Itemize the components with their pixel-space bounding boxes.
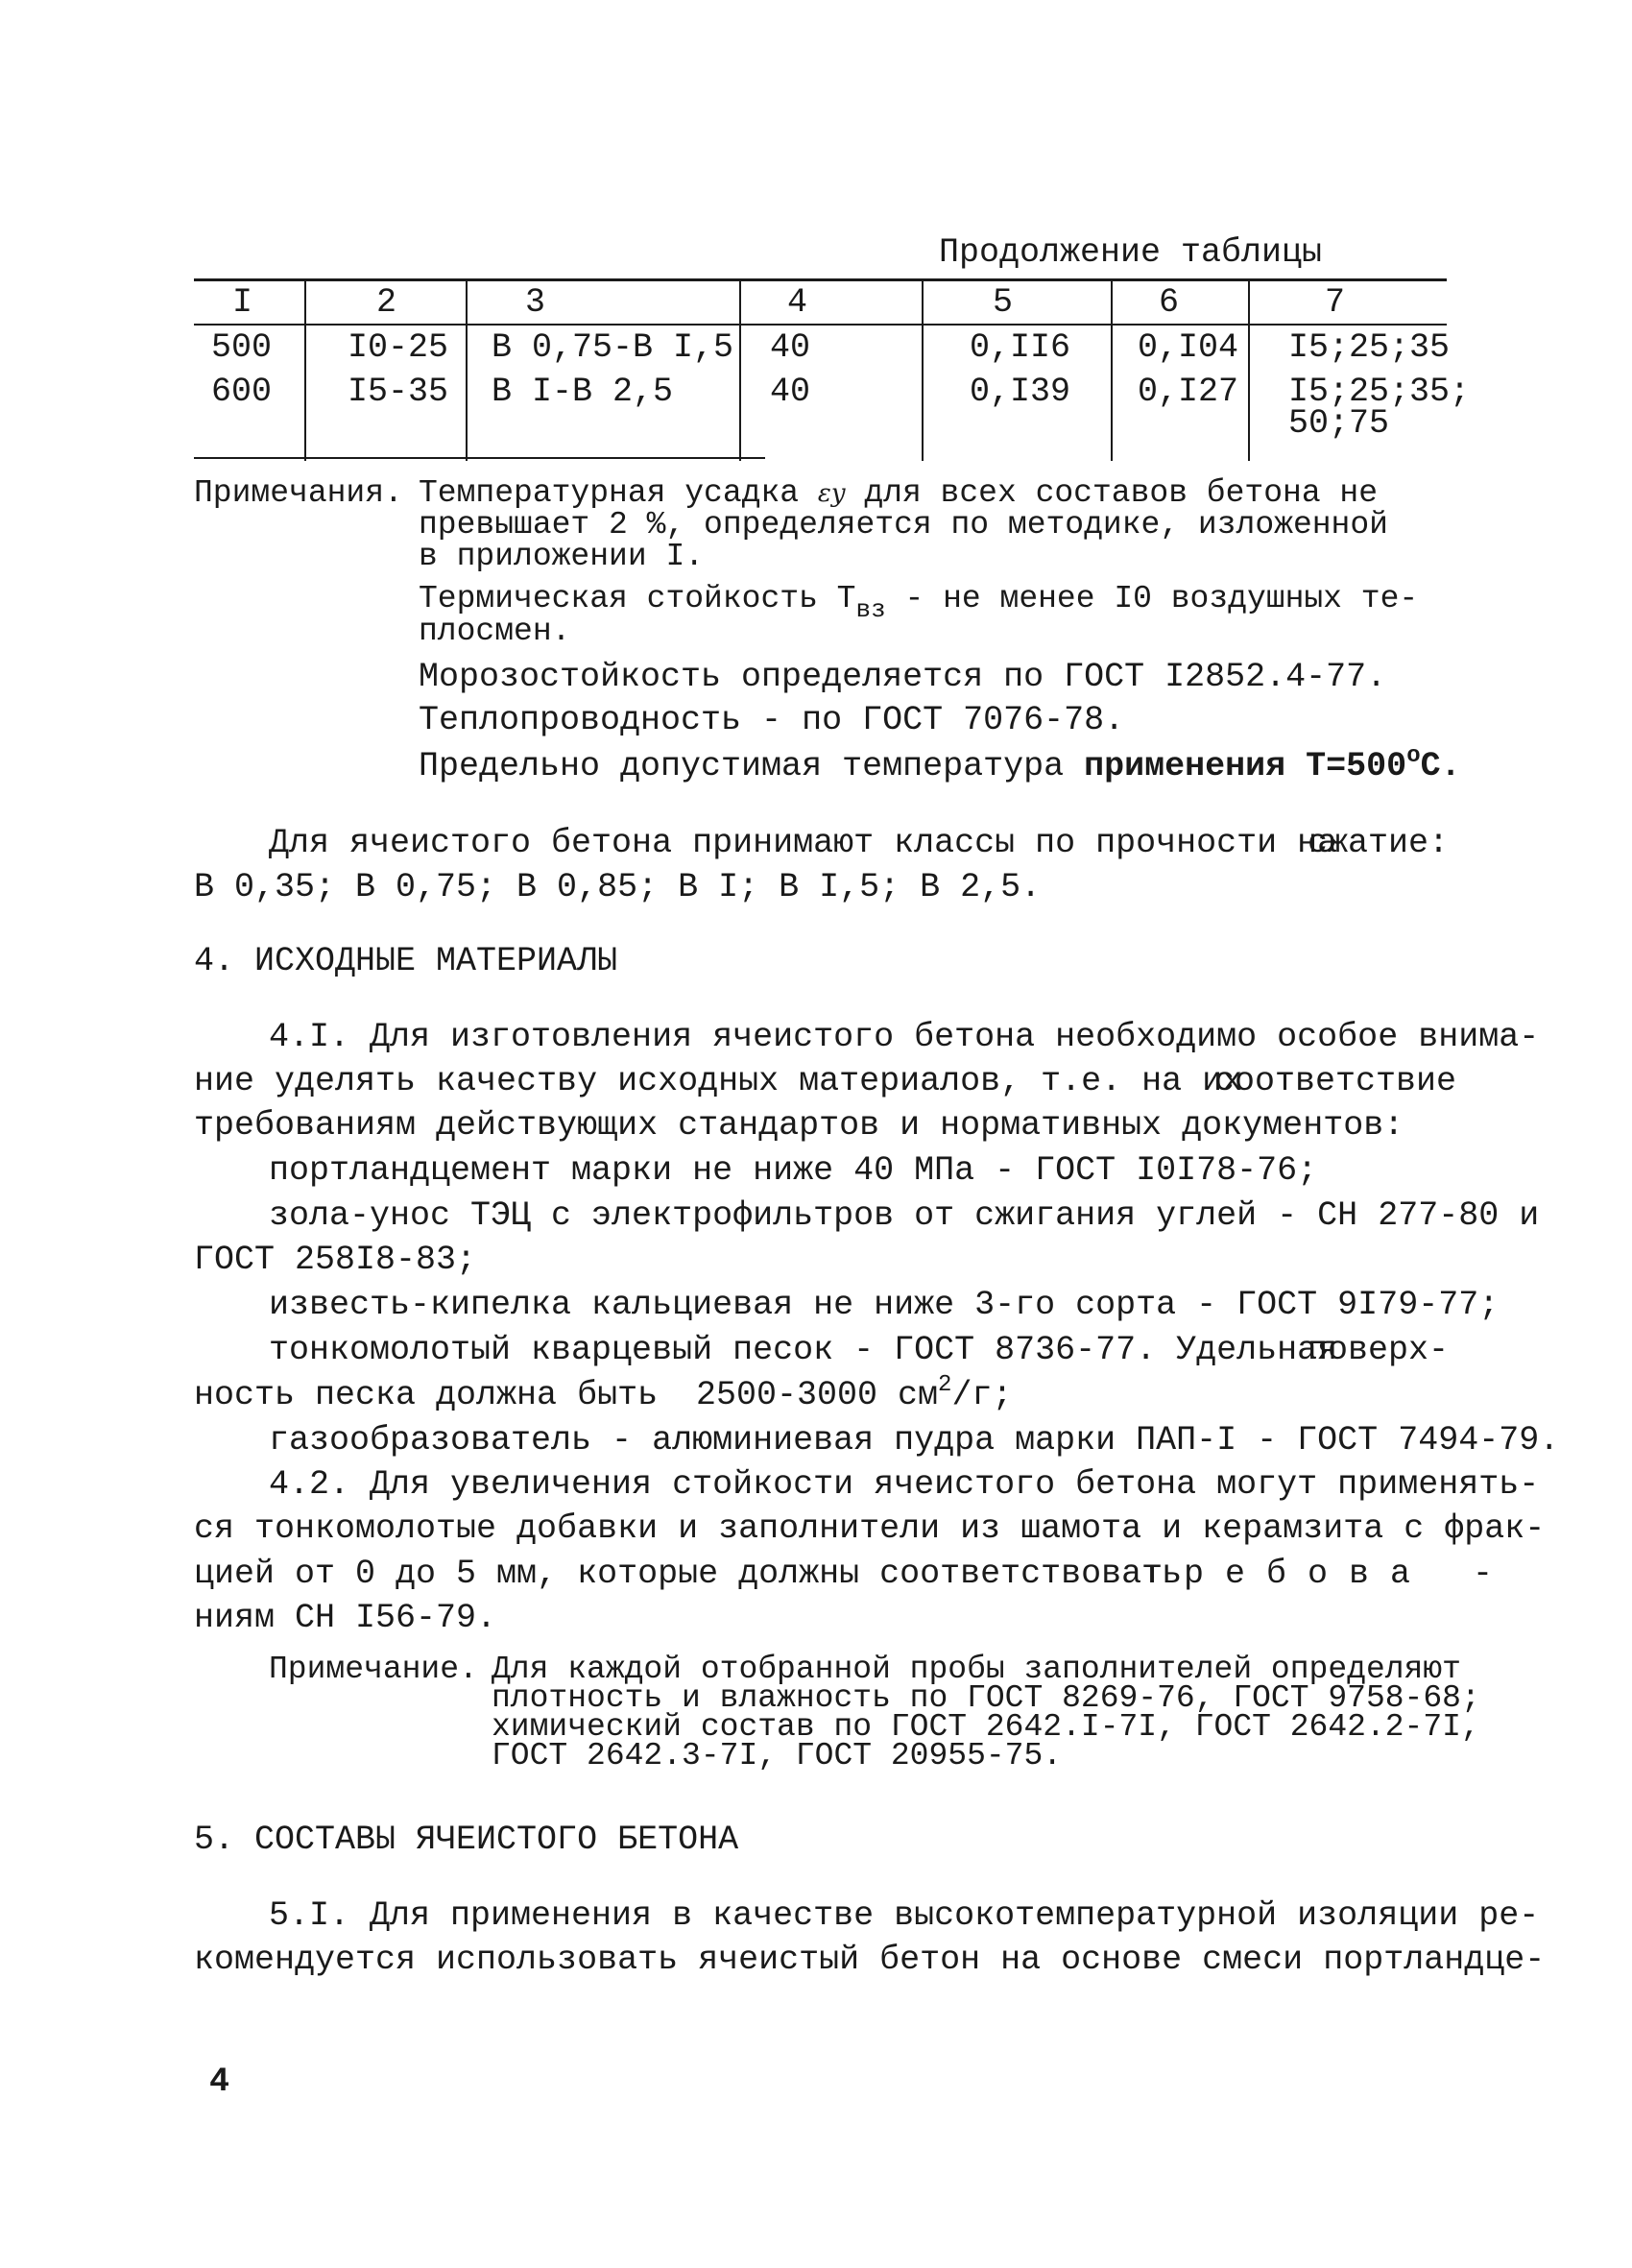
table-header-cell: 6 xyxy=(1159,283,1180,322)
table-cell: 500 xyxy=(211,328,273,367)
material-cement: портландцемент марки не ниже 40 МПа - ГОСТ I0I78-76; xyxy=(269,1151,1318,1190)
material-sand-line1a: тонкомолотый кварцевый песок - ГОСТ 8736-77. Удельная xyxy=(269,1331,1338,1369)
note-line4: ГОСТ 2642.3-7I, ГОСТ 20955-75. xyxy=(492,1738,1063,1773)
para-4-1-line1: 4.I. Для изготовления ячеистого бетона необходимо особое внима- xyxy=(269,1018,1540,1056)
para-4-2-line3a: цией от 0 до 5 мм, которые должны соответствовать xyxy=(194,1555,1183,1593)
para-4-1-line2a: ние уделять качеству исходных материалов, т.е. на их xyxy=(194,1062,1243,1100)
para-4-2-line3b: требова - xyxy=(1142,1555,1515,1593)
note-label: Примечание. xyxy=(269,1652,478,1687)
table-caption: Продолжение таблицы xyxy=(939,233,1323,272)
classes-para-line2: В 0,35; В 0,75; В 0,85; В I; В I,5; В 2,5. xyxy=(194,868,1042,906)
table-cell: 50;75 xyxy=(1288,404,1390,443)
note-shrinkage-line2: превышает 2 %, определяется по методике, изложенной xyxy=(419,507,1388,543)
data-table xyxy=(194,278,1471,461)
note-thermal-resistance-line2: плосмен. xyxy=(419,614,571,649)
table-cell: I5-35 xyxy=(348,373,449,411)
table-bottom-rule xyxy=(194,457,765,459)
material-lime: известь-кипелка кальциевая не ниже 3-го сорта - ГОСТ 9I79-77; xyxy=(269,1286,1500,1324)
section-5-heading: 5. СОСТАВЫ ЯЧЕИСТОГО БЕТОНА xyxy=(194,1821,739,1859)
para-4-2-line4: ниям СН I56-79. xyxy=(194,1599,497,1637)
material-sand-line1b: поверх- xyxy=(1308,1331,1450,1369)
note-line3: химический состав по ГОСТ 2642.I-7I, ГОСТ 2642.2-7I, xyxy=(492,1709,1480,1745)
notes-label: Примечания. xyxy=(194,475,403,511)
para-5-1-line2: комендуется использовать ячеистый бетон на основе смеси портландце- xyxy=(194,1941,1546,1979)
note-line1: Для каждой отобранной пробы заполнителей определяют xyxy=(492,1652,1461,1687)
table-header-cell: 7 xyxy=(1325,283,1346,322)
classes-para-line1a: Для ячеистого бетона принимают классы по прочности на xyxy=(269,824,1338,862)
col-divider xyxy=(739,278,741,461)
note-thermal-resistance: Термическая стойкость $Т_{вз}$ - не менее I0 воздушных те- xyxy=(419,581,1419,624)
table-header-cell: 5 xyxy=(993,283,1014,322)
material-gas-former: газообразователь - алюминиевая пудра марки ПАП-I - ГОСТ 7494-79. xyxy=(269,1421,1560,1460)
table-header-cell: 2 xyxy=(376,283,397,322)
note-line2: плотность и влажность по ГОСТ 8269-76, ГОСТ 9758-68; xyxy=(492,1680,1480,1716)
note-thermal-conductivity: Теплопроводность - по ГОСТ 7076-78. xyxy=(419,701,1125,739)
note-shrinkage: Температурная усадка εy для всех составов бетона не xyxy=(419,475,1379,511)
col-divider xyxy=(1248,278,1250,461)
para-4-1-line3: требованиям действующих стандартов и нормативных документов: xyxy=(194,1106,1404,1145)
table-cell: 40 xyxy=(770,373,811,411)
page-number: 4 xyxy=(209,2063,230,2101)
material-fly-ash-line1: зола-унос ТЭЦ с электрофильтров от сжигания углей - СН 277-80 и xyxy=(269,1196,1540,1235)
table-cell: 600 xyxy=(211,373,273,411)
table-cell: 0,I04 xyxy=(1138,328,1239,367)
material-fly-ash-line2: ГОСТ 258I8-83; xyxy=(194,1241,477,1279)
table-cell: 0,I39 xyxy=(970,373,1071,411)
para-4-2-line2: ся тонкомолотые добавки и заполнители из шамота и керамзита с фрак- xyxy=(194,1509,1546,1548)
table-header-cell: I xyxy=(232,283,253,322)
table-header-cell: 4 xyxy=(787,283,808,322)
col-divider xyxy=(922,278,924,461)
table-cell: 40 xyxy=(770,328,811,367)
col-divider xyxy=(466,278,468,461)
table-cell: 0,II6 xyxy=(970,328,1071,367)
classes-para-line1b: сжатие: xyxy=(1308,824,1450,862)
table-header-cell: 3 xyxy=(525,283,546,322)
table-cell: I0-25 xyxy=(348,328,449,367)
note-frost-resistance: Морозостойкость определяется по ГОСТ I2852.4-77. xyxy=(419,658,1387,696)
note-max-temperature: Предельно допустимая температура применения $Т=500^оС$. xyxy=(419,743,1461,785)
para-5-1-line1: 5.I. Для применения в качестве высокотемпературной изоляции ре- xyxy=(269,1896,1540,1935)
material-sand-line2b: 2500-3000 $см^2/г$; xyxy=(696,1372,1013,1414)
table-cell: В I-В 2,5 xyxy=(492,373,674,411)
epsilon-symbol: εy xyxy=(817,479,846,508)
para-4-1-line2b: соответствие xyxy=(1214,1062,1457,1100)
material-sand-line2a: ность песка должна быть xyxy=(194,1376,659,1414)
para-4-2-line1: 4.2. Для увеличения стойкости ячеистого бетона могут применять- xyxy=(269,1465,1540,1504)
note-shrinkage-line3: в приложении I. xyxy=(419,539,705,574)
col-divider xyxy=(304,278,306,461)
section-4-heading: 4. ИСХОДНЫЕ МАТЕРИАЛЫ xyxy=(194,942,618,980)
table-cell: 0,I27 xyxy=(1138,373,1239,411)
table-cell: В 0,75-В I,5 xyxy=(492,328,734,367)
col-divider xyxy=(1111,278,1113,461)
table-cell: I5;25;35; xyxy=(1288,373,1471,411)
table-cell: I5;25;35 xyxy=(1288,328,1451,367)
